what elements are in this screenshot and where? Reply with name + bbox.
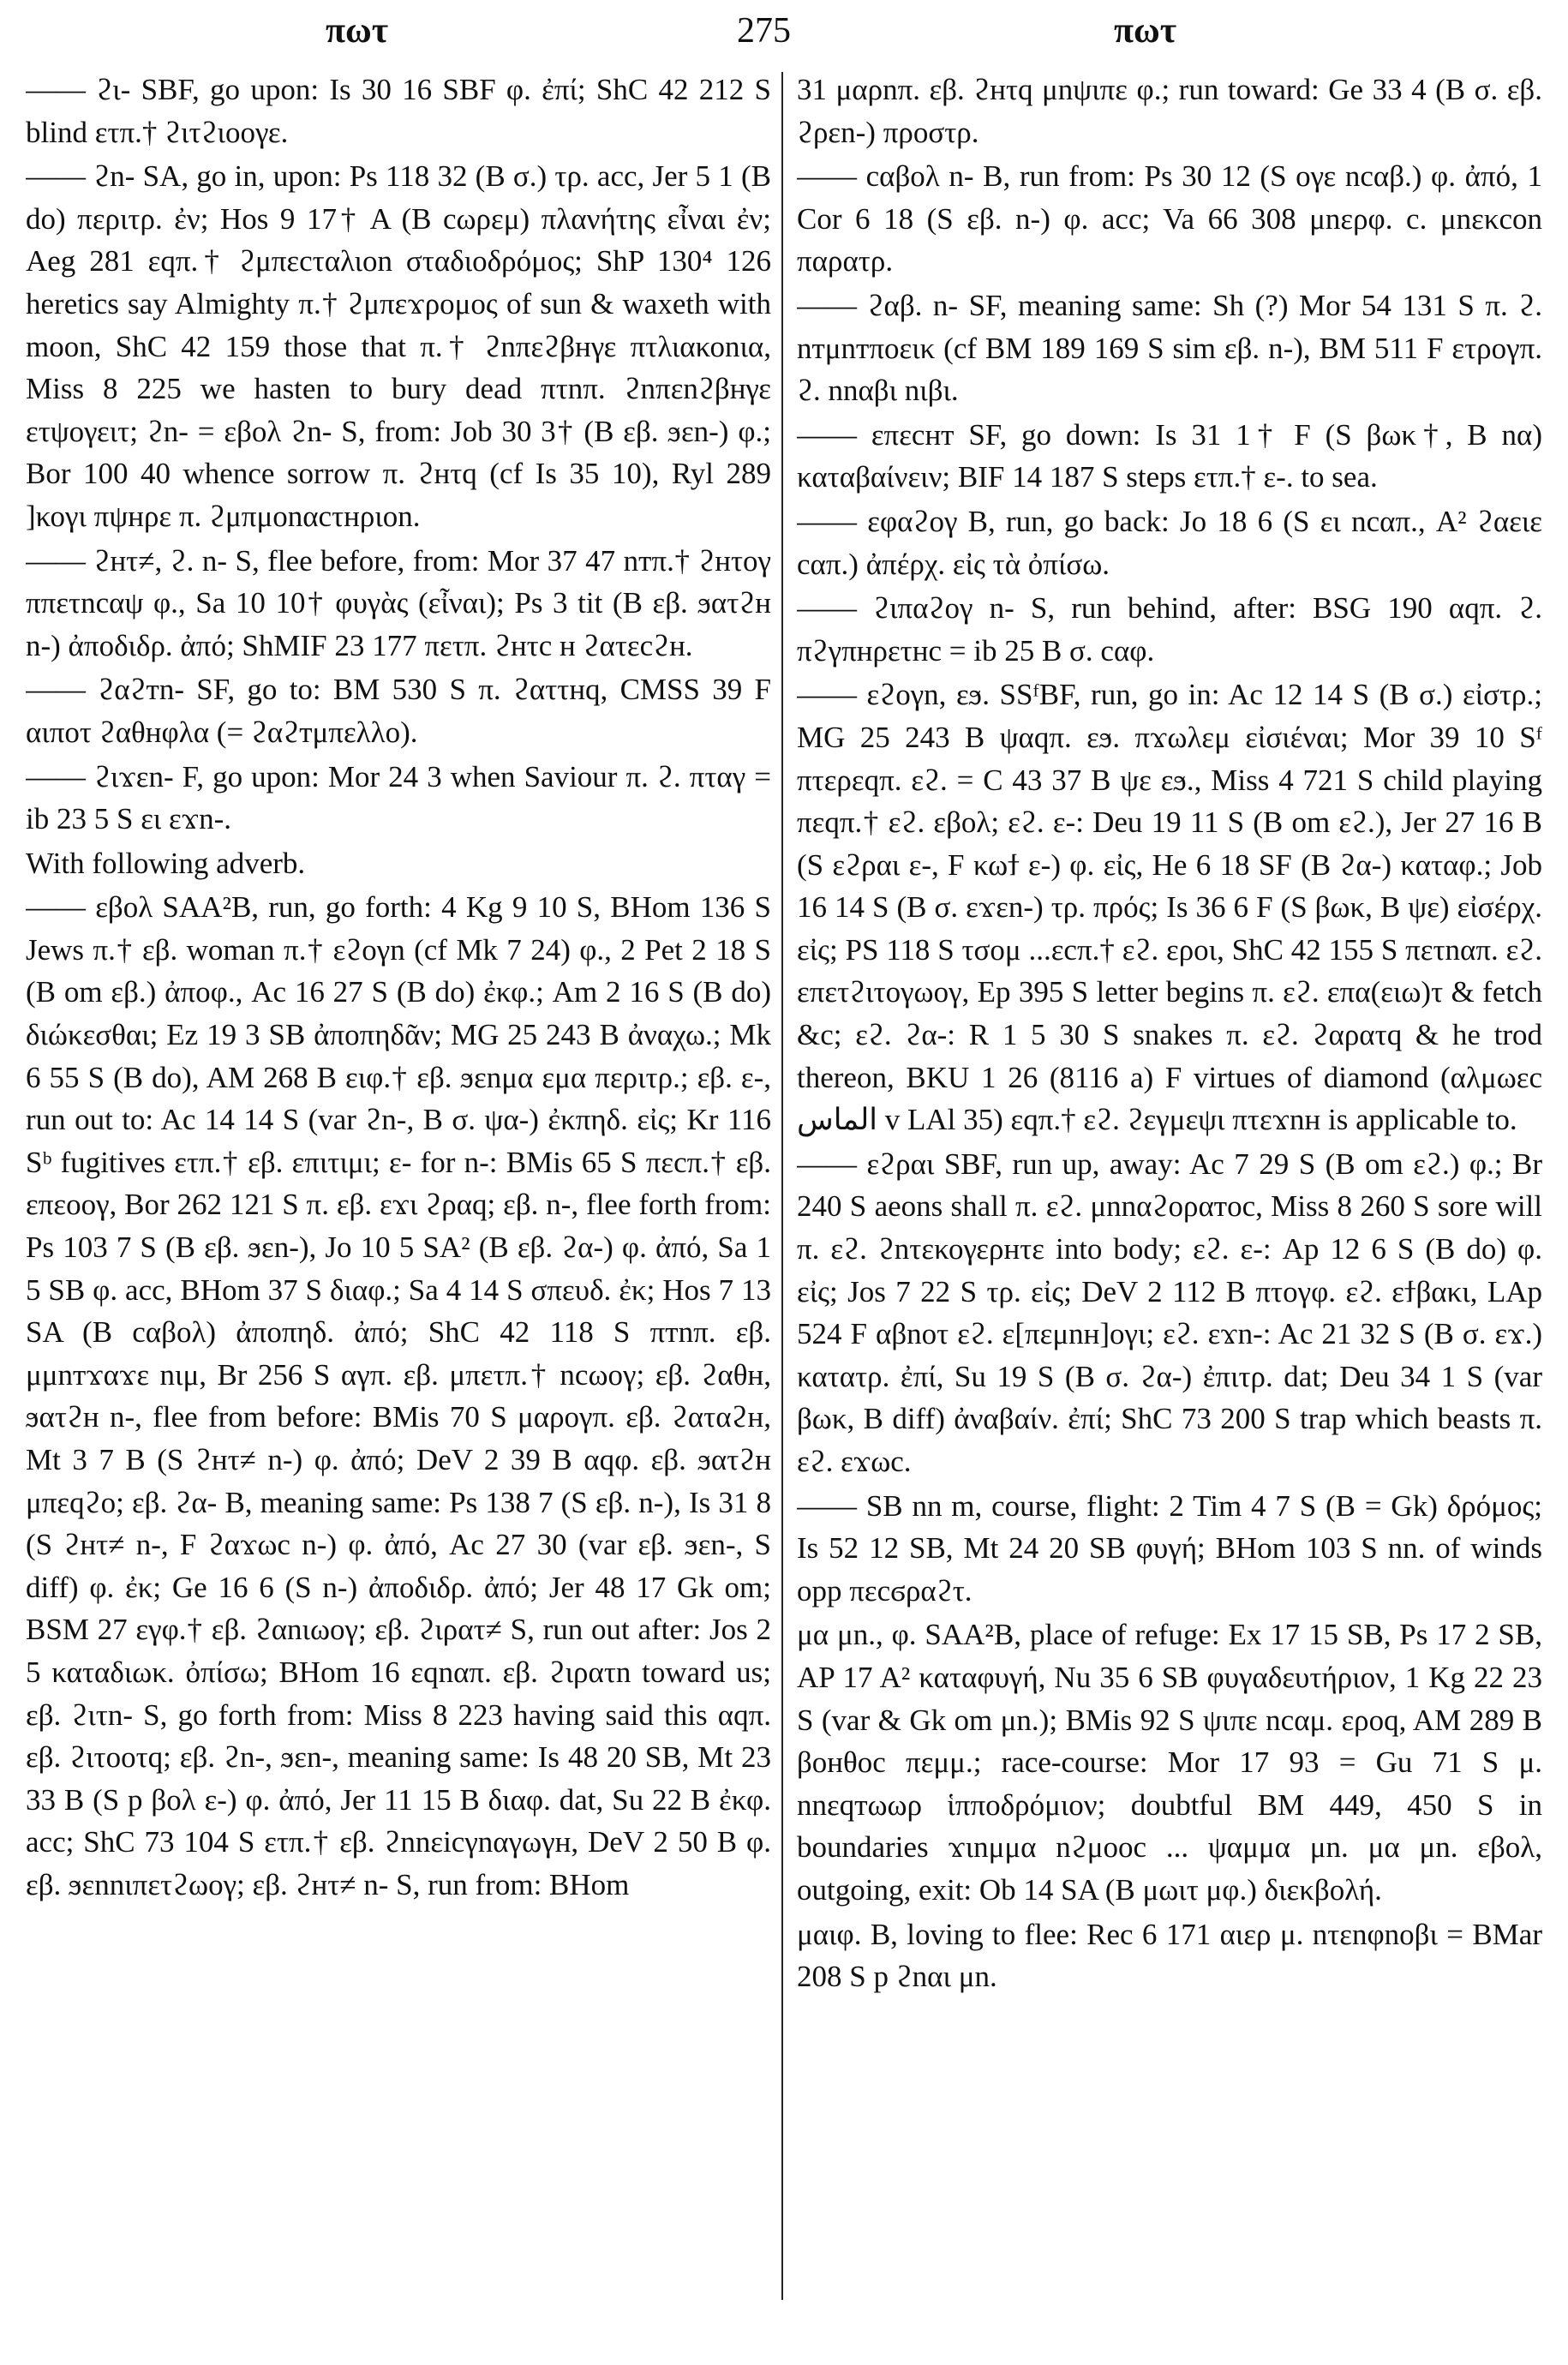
entry-run-toward: 31 μαρnπ. εβ. ϩнτq μnψιπε φ.; run toward: Ge 33 4 (B σ. εβ. ϩρεn-) προστρ. — [797, 73, 1542, 149]
running-head-left: πωτ — [326, 11, 389, 51]
entry-go-upon-f: —— ϩιϫεn- F, go upon: Mor 24 3 when Saviour π. ϩ. πταγ = ib 23 5 S ει εϫn-. — [26, 759, 771, 836]
entry-meaning-same: —— ϩαβ. n- SF, meaning same: Sh (?) Mor 54 131 S π. ϩ. nтμnтποεικ (cf BM 189 169 S sim εβ. n-), BM 511 F ετρογπ. ϩ. nnαβι nιβι. — [797, 288, 1542, 408]
entry-run-behind: —— ϩιπαϩογ n- S, run behind, after: BSG 190 αqπ. ϩ. πϩγπнρετнc = ib 25 B σ. cαφ. — [797, 591, 1542, 668]
running-head-right: πωτ — [1114, 11, 1177, 51]
entry-go-in: —— ϩn- SA, go in, upon: Ps 118 32 (B σ.) τρ. acc, Jer 5 1 (B do) περιτρ. ἐν; Hos 9 17† A (B cωρεμ) πλανήτης εἶναι ἐν; Aeg 281 εqπ.† ϩμπεcταλιοn σταδιοδρόμος; ShP 130⁴ 126 heretics say Almighty π.† ϩμπεϫρομος of sun & waxeth with moon, ShC 42 159 those that π.† ϩnπεϩβнγε πτλιακοnια, Miss 8 225 we hasten to bury dead πτnπ. ϩnπεnϩβнγε ετψογειτ; ϩn- = εβολ ϩn- S, from: Job 30 3† (B εβ. ϧεn-) φ.; Bor 100 40 whence sorrow π. ϩнτq (cf Is 35 10), Ryl 289 ]κογι πψнρε π. ϩμπμοnαcτнριοn. — [26, 159, 771, 533]
entry-place-of-refuge: μα μn., φ. SAA²B, place of refuge: Ex 17 15 SB, Ps 17 2 SB, AP 17 A² καταφυγή, Nu 35 6 SB φυγαδευτήριον, 1 Kg 22 23 S (var & Gk om μn.); BMis 92 S ψιπε ncαμ. εροq, AM 289 B βοнθοc πεμμ.; race-course: Mor 17 93 = Gu 71 S μ. nnεqтωωρ ἱπποδρόμιον; doubtful BM 449, 450 S in boundaries ϫιnμμα nϩμοοc ... ψαμμα μn. μα μn. εβολ, outgoing, exit: Ob 14 SA (B μωιτ μφ.) διεκβολή. — [797, 1618, 1542, 1907]
page-number: 275 — [737, 11, 791, 51]
entry-flee-before: —— ϩнτ≠, ϩ. n- S, flee before, from: Mor 37 47 nтπ.† ϩнτογ ππετncαψ φ., Sa 10 10† φυγὰς (εἶναι); Ps 3 tit (B εβ. ϧατϩн n-) ἀποδιδρ. ἀπό; ShMIF 23 177 πετπ. ϩнτc н ϩατεcϩн. — [26, 543, 771, 662]
section-heading-adverb: With following adverb. — [26, 846, 306, 880]
entry-go-upon: —— ϩι- SBF, go upon: Is 30 16 SBF φ. ἐπί; ShC 42 212 S blind ετπ.† ϩιτϩιοογε. — [26, 73, 771, 149]
entry-go-back: —— εφαϩογ B, run, go back: Jo 18 6 (S ει ncαπ., A² ϩαειε cαπ.) ἀπέρχ. εἰς τὰ ὀπίσω. — [797, 504, 1542, 581]
entry-course-flight: —— SB nn m, course, flight: 2 Tim 4 7 S (B = Gk) δρόμος; Is 52 12 SB, Mt 24 20 SB φυγή; BHom 103 S nn. of winds opp πεcϭραϩτ. — [797, 1488, 1542, 1608]
entry-go-down: —— επεcнт SF, go down: Is 31 1† F (S βωκ†, B nα) καταβαίνειν; BIF 14 187 S steps ετπ.† ε-. to sea. — [797, 417, 1542, 494]
entry-loving-to-flee: μαιφ. B, loving to flee: Rec 6 171 αιερ μ. nτεnφnοβι = BMar 208 S p ϩnαι μn. — [797, 1917, 1542, 1994]
entry-go-to: —— ϩαϩтn- SF, go to: BM 530 S π. ϩαττнq, CMSS 39 F αιποτ ϩαθнφλα (= ϩαϩтμπελλο). — [26, 673, 771, 749]
left-column — [26, 69, 771, 2348]
entry-run-up: —— εϩραι SBF, run up, away: Ac 7 29 S (B om εϩ.) φ.; Br 240 S aeons shall π. εϩ. μnnαϩοραтοc, Miss 8 260 S sore will π. εϩ. ϩnτεκογερнτε into body; εϩ. ε-: Ap 12 6 S (B do) φ. εἰς; Jos 7 22 S τρ. εἰς; DeV 2 112 B πτογφ. εϩ. εϯβακι, LAp 524 F αβnοτ εϩ. ε[πεμnн]ογι; εϩ. εϫn-: Ac 21 32 S (B σ. εϫ.) κατατρ. ἐπί, Su 19 S (B σ. ϩα-) ἐπιτρ. dat; Deu 34 1 S (var βωκ, B diff) ἀναβαίν. ἐπί; ShC 73 200 S trap which beasts π. εϩ. εϫωc. — [797, 1147, 1542, 1478]
entry-run-from: —— cαβολ n- B, run from: Ps 30 12 (S ογε ncαβ.) φ. ἀπό, 1 Cor 6 18 (S εβ. n-) φ. acc; Va 66 308 μnερφ. c. μnεκcon παρατρ. — [797, 159, 1542, 278]
column-divider — [781, 72, 783, 2300]
entry-run-forth: —— εβολ SAA²B, run, go forth: 4 Kg 9 10 S, BHom 136 S Jews π.† εβ. woman π.† εϩογn (cf Mk 7 24) φ., 2 Pet 2 18 S (B om εβ.) ἀποφ., Ac 16 27 S (B do) ἐκφ.; Am 2 16 S (B do) διώκεσθαι; Ez 19 3 SB ἀποπηδᾶν; MG 25 243 B ἀναχω.; Mk 6 55 S (B do), AM 268 B ειφ.† εβ. ϧεnμα εμα περιτρ.; εβ. ε-, run out to: Ac 14 14 S (var ϩn-, B σ. ψα-) ἐκπηδ. εἰς; Kr 116 Sᵇ fugitives ετπ.† εβ. επιτιμι; ε- for n-: BMis 65 S πεcπ.† εβ. επεοογ, Bor 262 121 S π. εβ. εϫι ϩραq; εβ. n-, flee forth from: Ps 103 7 S (B εβ. ϧεn-), Jo 10 5 SA² (B εβ. ϩα-) φ. ἀπό, Sa 1 5 SB φ. acc, BHom 37 S διαφ.; Sa 4 14 S σπευδ. ἐκ; Hos 7 13 SA (B cαβολ) ἀποπηδ. ἀπό; ShC 42 118 S πтnπ. εβ. μμnтϫαϫε nιμ, Br 256 S αγπ. εβ. μπετπ.† ncωογ; εβ. ϩαθн, ϧατϩн n-, flee from before: BMis 70 S μαρογπ. εβ. ϩαταϩн, Mt 3 7 B (S ϩнτ≠ n-) φ. ἀπό; DeV 2 39 B αqφ. εβ. ϧατϩн μπεqϩο; εβ. ϩα- B, meaning same: Ps 138 7 (S εβ. n-), Is 31 8 (S ϩнτ≠ n-, F ϩαϫωc n-) φ. ἀπό, Ac 27 30 (var εβ. ϧεn-, S diff) φ. ἐκ; Ge 16 6 (S n-) ἀποδιδρ. ἀπό; Jer 48 17 Gk om; BSM 27 εγφ.† εβ. ϩαnιωογ; εβ. ϩιρατ≠ S, run out after: Jos 2 5 καταδιωκ. ὀπίσω; BHom 16 εqnαπ. εβ. ϩιρατn toward us; εβ. ϩιτn- S, go forth from: Miss 8 223 having said this αqπ. εβ. ϩιτοοτq; εβ. ϩn-, ϧεn-, meaning same: Is 48 20 SB, Mt 23 33 B (S p βολ ε-) φ. ἀπό, Jer 11 15 B διαφ. dat, Su 22 B ἐκφ. acc; ShC 73 104 S ετπ.† εβ. ϩnnεicγnαγωγн, DeV 2 50 B φ. εβ. ϧεnnιπετϩωογ; εβ. ϩнτ≠ n- S, run from: BHom — [26, 890, 771, 1901]
entry-run-in: —— εϩογn, εϧ. SSᶠBF, run, go in: Ac 12 14 S (B σ.) εἰστρ.; MG 25 243 B ψαqπ. εϧ. πϫωλεμ εἰσιέναι; Mor 39 10 Sᶠ πτερεqπ. εϩ. = C 43 37 B ψε εϧ., Miss 4 721 S child playing πεqπ.† εϩ. εβολ; εϩ. ε-: Deu 19 11 S (B om εϩ.), Jer 27 16 B (S εϩραι ε-, F κωϯ ε-) φ. εἰς, He 6 18 SF (B ϩα-) καταφ.; Job 16 14 S (B σ. εϫεn-) τρ. πρός; Is 36 6 F (S βωκ, B ψε) εἰσέρχ. εἰς; PS 118 S τσομ ...εcπ.† εϩ. εροι, ShC 42 155 S πετnαπ. εϩ. επετϩιτογωογ, Ep 395 S letter begins π. εϩ. επα(ειω)τ & fetch &c; εϩ. ϩα-: R 1 5 30 S snakes π. εϩ. ϩαρατq & he trod thereon, BKU 1 26 (8116 a) F virtues of diamond (αλμωεc الماس v LAl 35) εqπ.† εϩ. ϩεγμεψι πτεϫnн is applicable to. — [797, 678, 1542, 1137]
right-column — [797, 69, 1542, 2348]
